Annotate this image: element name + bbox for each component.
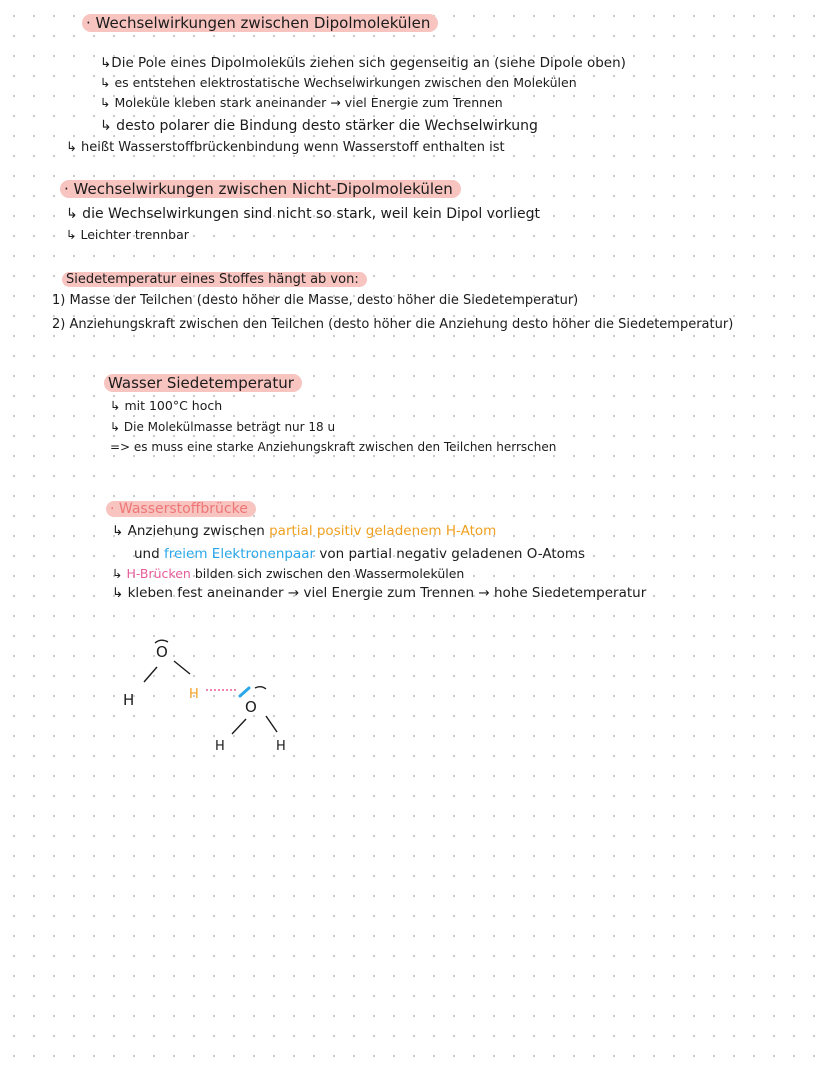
text-line: => es muss eine starke Anziehungskraft zwischen den Teilchen herrschen xyxy=(110,440,557,454)
text-line: ↳Die Pole eines Dipolmoleküls ziehen sich gegenseitig an (siehe Dipole oben) xyxy=(100,55,626,71)
bond-line xyxy=(144,667,157,682)
bridge-hydrogen-atom: H xyxy=(189,687,199,702)
text-line: ↳ H-Brücken bilden sich zwischen den Wassermolekülen xyxy=(112,566,465,581)
free-electron-pair-mark xyxy=(240,688,249,696)
bond-line xyxy=(232,719,246,734)
section-heading-non-dipole: · Wechselwirkungen zwischen Nicht-Dipolmolekülen xyxy=(60,180,461,198)
text-line: ↳ es entstehen elektrostatische Wechselwirkungen zwischen den Molekülen xyxy=(100,75,577,90)
text-line: ↳ kleben fest aneinander → viel Energie zum Trennen → hohe Siedetemperatur xyxy=(112,585,647,601)
text-line: und freiem Elektronenpaar von partial negativ geladenen O-Atoms xyxy=(134,546,586,562)
text-line: ↳ Die Molekülmasse beträgt nur 18 u xyxy=(110,420,336,434)
oxygen-atom: O xyxy=(245,698,257,716)
hydrogen-atom: H xyxy=(276,739,286,754)
section-heading-dipole: · Wechselwirkungen zwischen Dipolmolekülen xyxy=(82,14,438,32)
text-line: 2) Anziehungskraft zwischen den Teilchen (desto höher die Anziehung desto höher die Siedetemperatur) xyxy=(52,317,734,332)
section-heading-hbridge: · Wasserstoffbrücke xyxy=(106,500,256,518)
text-line: ↳ mit 100°C hoch xyxy=(110,398,223,413)
bond-line xyxy=(174,661,190,674)
lone-pair-mark xyxy=(255,687,266,689)
bond-line xyxy=(266,716,277,732)
text-line: 1) Masse der Teilchen (desto höher die Masse, desto höher die Siedetemperatur) xyxy=(52,293,579,308)
text-line: ↳ desto polarer die Bindung desto stärker die Wechselwirkung xyxy=(100,118,538,134)
text-line: ↳ Anziehung zwischen partial positiv geladenem H-Atom xyxy=(112,523,497,539)
text-line: ↳ Moleküle kleben stark aneinander → viel Energie zum Trennen xyxy=(100,95,503,110)
hydrogen-atom: H xyxy=(215,739,225,754)
hydrogen-atom: H xyxy=(123,691,135,709)
section-heading-water: Wasser Siedetemperatur xyxy=(104,374,302,392)
text-line: ↳ heißt Wasserstoffbrückenbindung wenn Wasserstoff enthalten ist xyxy=(66,140,505,155)
oxygen-atom: O xyxy=(156,643,168,661)
section-heading-boiling: Siedetemperatur eines Stoffes hängt ab von: xyxy=(62,271,367,289)
text-line: ↳ Leichter trennbar xyxy=(66,227,189,242)
text-line: ↳ die Wechselwirkungen sind nicht so stark, weil kein Dipol vorliegt xyxy=(66,206,541,222)
